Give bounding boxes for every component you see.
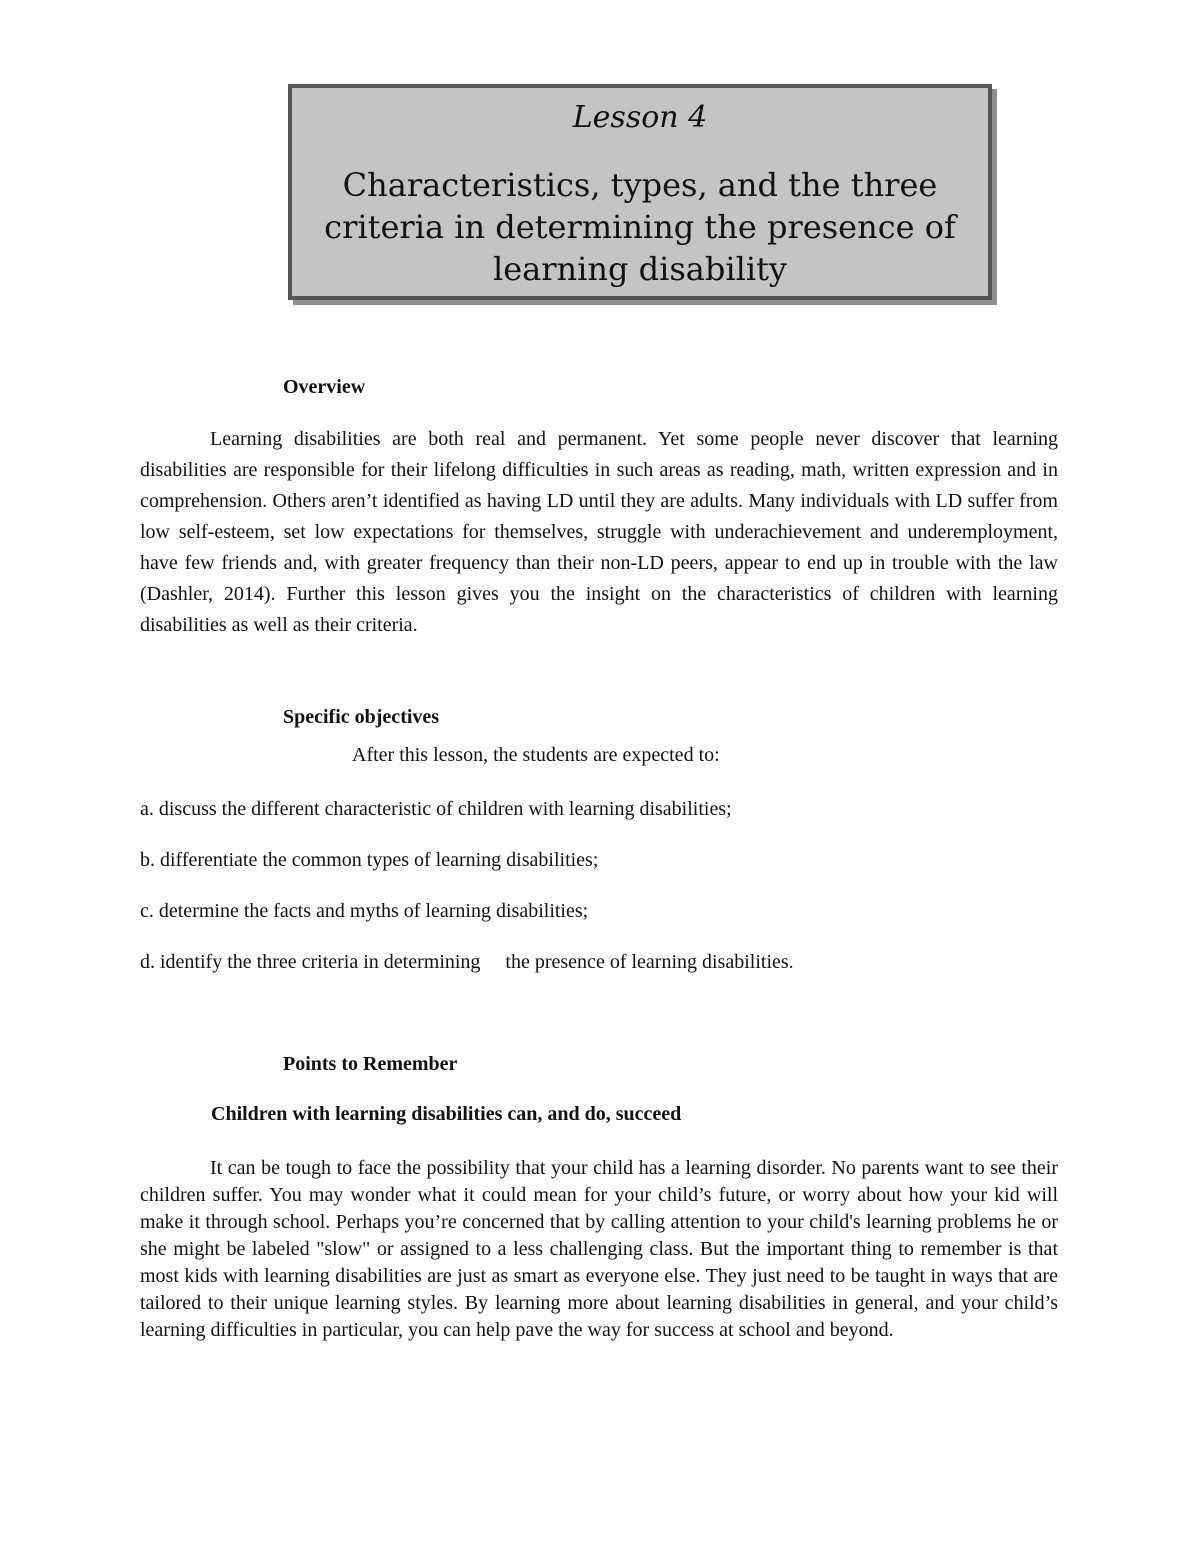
points-paragraph: It can be tough to face the possibility that your child has a learning disorder. No parents want to see their children suffer. You may wonder what it could mean for your child’s future, or worry about how your kid will make it through school. Perhaps you’re concerned that by calling attention to your child's learning problems he or she might be labeled "slow" or assigned to a less challenging class. But the important thing to remember is that most kids with learning disabilities are just as smart as everyone else. They just need to be taught in ways that are tailored to their unique learning styles. By learning more about learning disabilities in general, and your child’s learning difficulties in particular, you can help pave the way for success at school and beyond. [140,1157,1058,1341]
objective-item: a. discuss the different characteristic of children with learning disabilities; [140,798,732,820]
points-heading: Points to Remember [283,1053,458,1075]
lesson-title-box [288,84,992,300]
points-subheading: Children with learning disabilities can, and do, succeed [211,1103,682,1125]
objective-item: c. determine the facts and myths of learning disabilities; [140,900,589,922]
objectives-heading: Specific objectives [283,706,440,728]
overview-paragraph: Learning disabilities are both real and permanent. Yet some people never discover that learning disabilities are responsible for their lifelong difficulties in such areas as reading, math, written expression and in comprehension. Others aren’t identified as having LD until they are adults. Many individuals with LD suffer from low self-esteem, set low expectations for themselves, struggle with underachievement and underemployment, have few friends and, with greater frequency than their non-LD peers, appear to end up in trouble with the law (Dashler, 2014). Further this lesson gives you the insight on the characteristics of children with learning disabilities as well as their criteria. [140,428,1058,636]
overview-heading: Overview [283,376,366,398]
objective-item: d. identify the three criteria in determining the presence of learning disabilities. [140,951,794,973]
objective-item: b. differentiate the common types of learning disabilities; [140,849,599,871]
lesson-title: Characteristics, types, and the three criteria in determining the presence of learning disability [324,166,956,288]
objectives-intro: After this lesson, the students are expected to: [352,744,720,766]
lesson-label: Lesson 4 [572,100,708,135]
